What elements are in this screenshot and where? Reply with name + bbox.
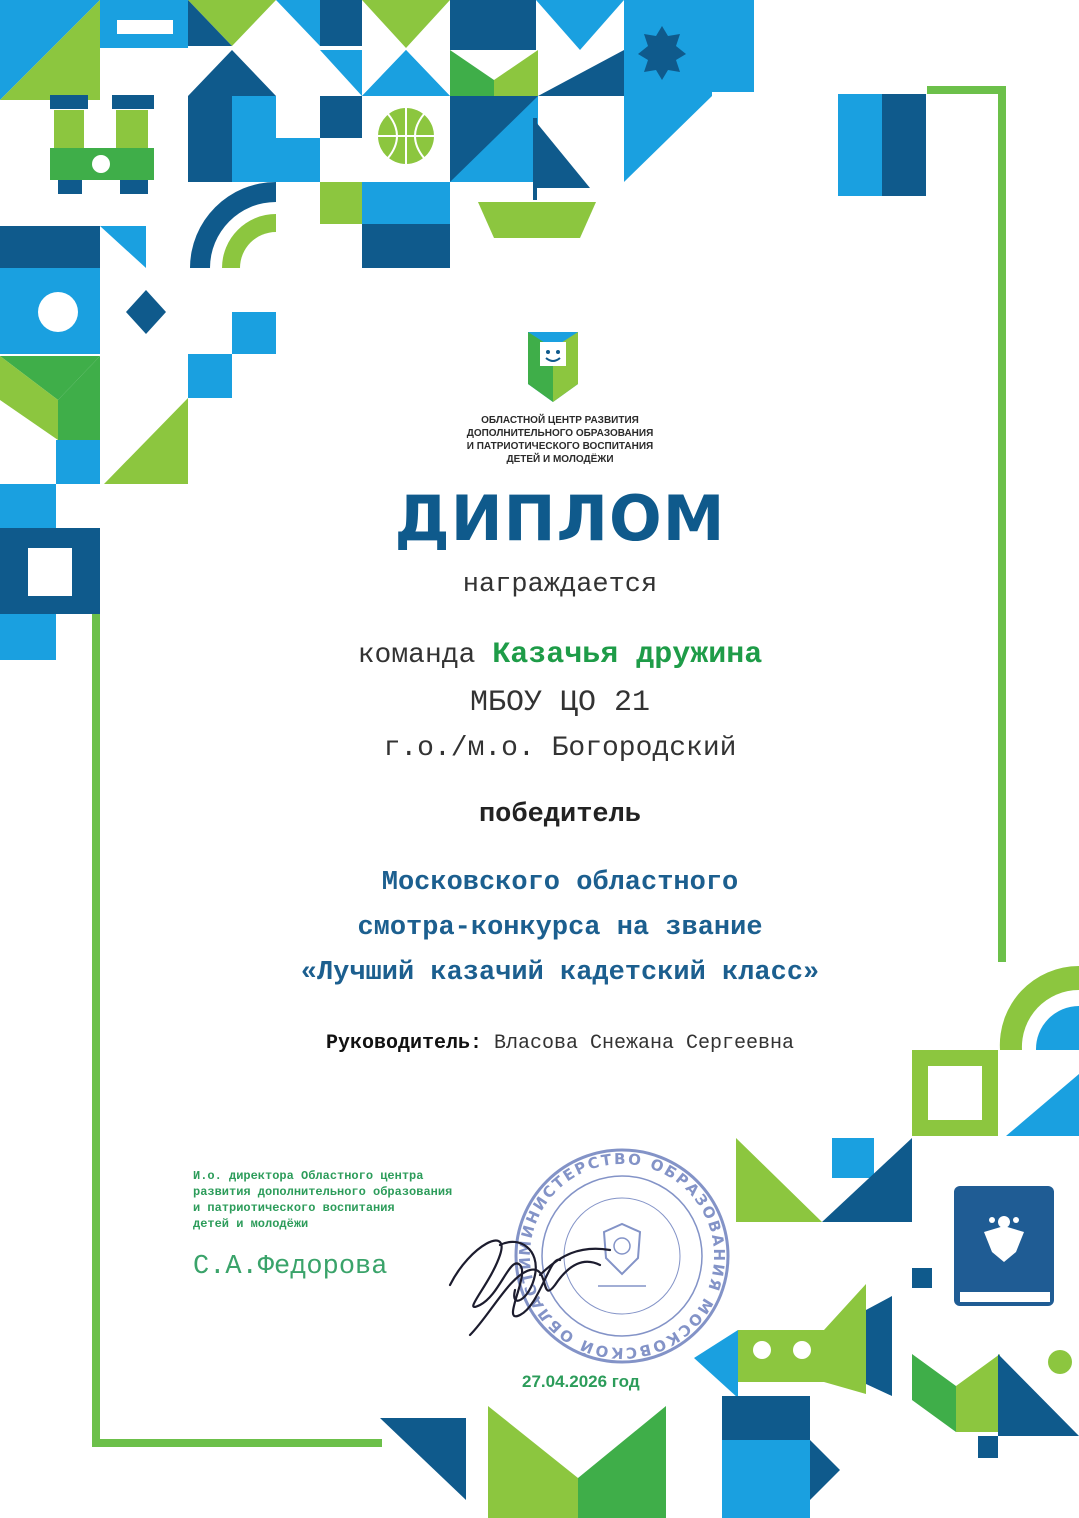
organization-line: ОБЛАСТНОЙ ЦЕНТР РАЗВИТИЯ (481, 415, 639, 426)
seal-text: МИНИСТЕРСТВО ОБРАЗОВАНИЯ МОСКОВСКОЙ ОБЛАСТИ (515, 1149, 729, 1363)
signer-position (193, 1168, 452, 1232)
signer-position-line: детей и молодёжи (193, 1217, 309, 1231)
top-left-mosaic (0, 0, 926, 660)
signer-name: С.А.Федорова (193, 1252, 388, 1282)
competition-line: «Лучший казачий кадетский класс» (300, 958, 820, 988)
center-logo (528, 332, 578, 402)
leader-line (0, 1032, 1079, 1055)
leader-label: Руководитель: (325, 1032, 482, 1055)
signer-position-line: И.о. директора Областного центра (193, 1169, 424, 1183)
competition-line: смотра-конкурса на звание (357, 913, 763, 943)
diploma-title: ДИПЛОМ (394, 482, 726, 555)
team-line (0, 638, 1079, 672)
awarded-text: награждается (462, 570, 658, 600)
competition-line: Московского областного (381, 868, 739, 898)
organization-line: И ПАТРИОТИЧЕСКОГО ВОСПИТАНИЯ (466, 441, 654, 452)
team-name: Казачья дружина (492, 638, 763, 672)
district-name: г.о./м.о. Богородский (383, 733, 737, 764)
school-name: МБОУ ЦО 21 (469, 686, 651, 720)
organization-line: ДОПОЛНИТЕЛЬНОГО ОБРАЗОВАНИЯ (466, 428, 654, 439)
organization-name (440, 414, 680, 466)
signer-position-line: развития дополнительного образования (193, 1185, 453, 1199)
signer-position-line: и патриотического воспитания (193, 1201, 395, 1215)
issue-date: 27.04.2026 год (522, 1372, 640, 1391)
handwritten-signature (440, 1215, 620, 1355)
award-status: победитель (478, 800, 642, 830)
team-prefix: команда (357, 640, 476, 671)
organization-line: ДЕТЕЙ И МОЛОДЁЖИ (506, 454, 614, 465)
leader-name: Власова Снежана Сергеевна (493, 1032, 795, 1055)
